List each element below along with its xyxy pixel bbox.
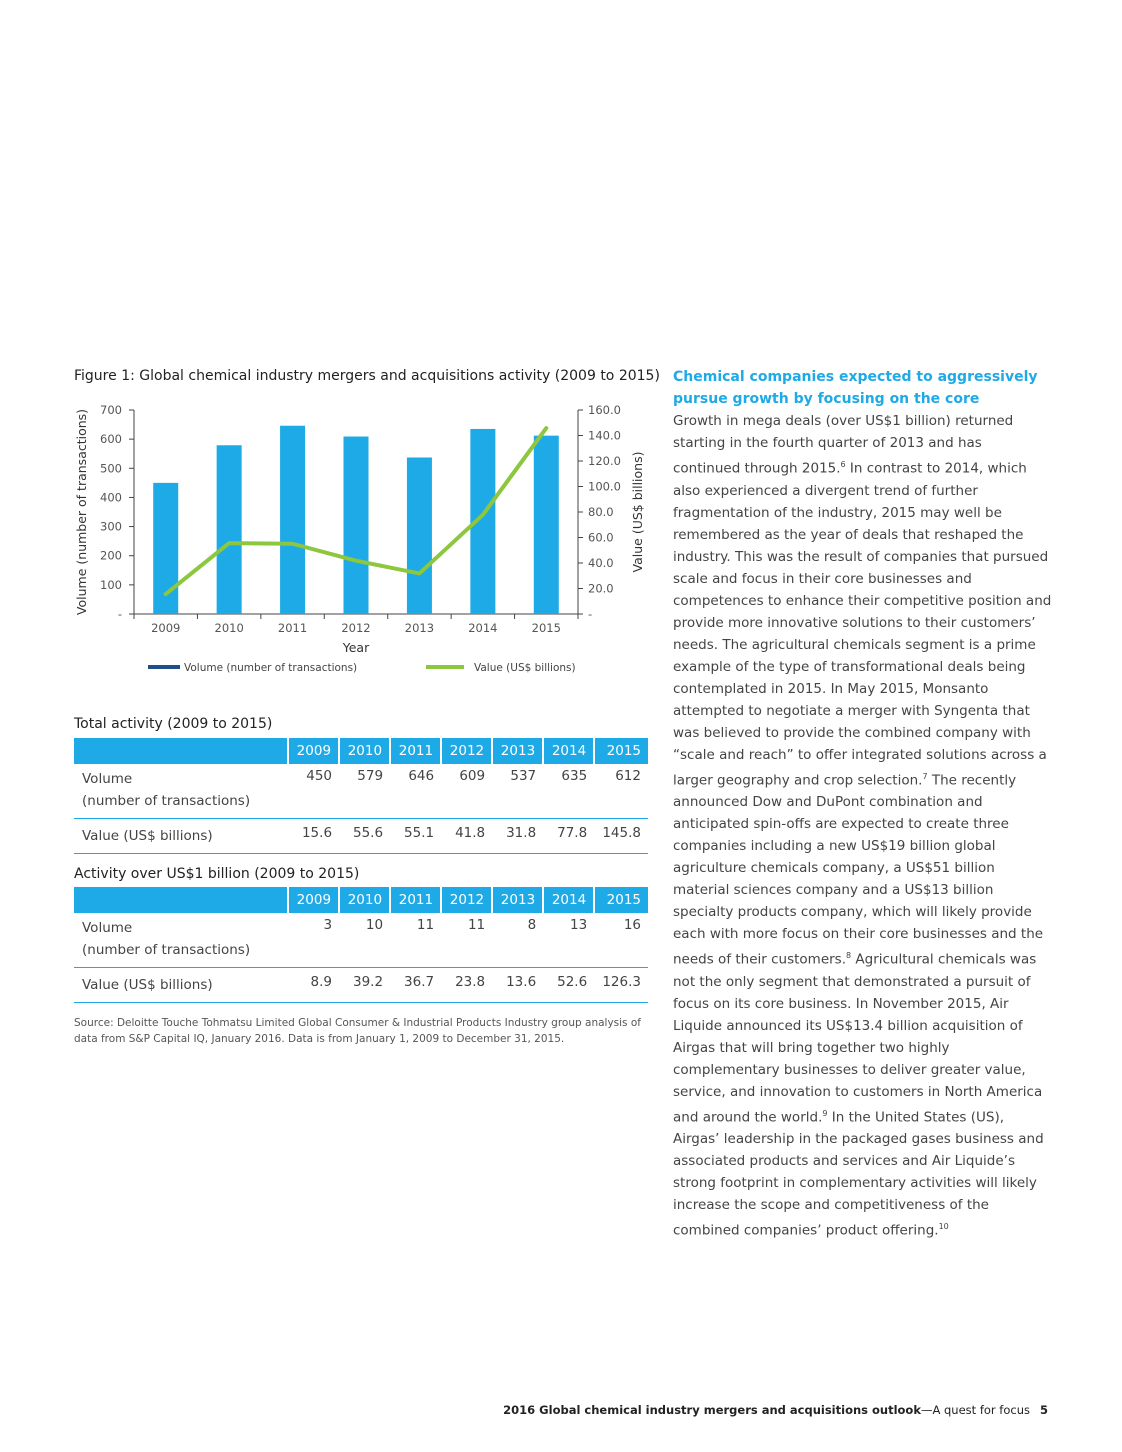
y-tick-label-right: 120.0 <box>588 454 621 468</box>
y-tick-label-left: 600 <box>100 432 122 447</box>
x-tick-label: 2013 <box>404 621 435 635</box>
table1-year-2012: 2012 <box>441 738 492 764</box>
y-tick-label-left: 200 <box>100 548 122 563</box>
table-cell: 537 <box>492 764 543 819</box>
x-tick-label: 2012 <box>341 621 371 635</box>
y-tick-label-right: 40.0 <box>588 556 614 570</box>
article-body <box>673 410 1053 1242</box>
page-number: 5 <box>1039 1403 1048 1417</box>
footnote-ref: 8 <box>846 951 852 960</box>
table-cell: 23.8 <box>441 968 492 1003</box>
x-tick-label: 2015 <box>531 621 561 635</box>
table-cell: 450 <box>288 764 339 819</box>
table-cell: 612 <box>594 764 648 819</box>
body-part: In the United States (US), Airgas’ leadership in the packaged gases business and associated products and services and Air Liquide’s strong footprint in complementary activities will likely increase the scope and competitiveness of the combined companies’ product offering. <box>673 1109 1044 1239</box>
footer-title: 2016 Global chemical industry mergers and acquisitions outlook <box>503 1403 921 1417</box>
y-tick-label-right: 160.0 <box>588 403 621 417</box>
value-point-2011 <box>291 542 294 545</box>
table-cell: 3 <box>288 913 339 968</box>
y-tick-label-left: - <box>117 607 122 621</box>
table1-header-blank <box>74 738 288 764</box>
table-cell: 646 <box>390 764 441 819</box>
value-point-2015 <box>545 427 548 430</box>
y-tick-label-left: 500 <box>100 461 122 476</box>
y-tick-label-right: 80.0 <box>588 505 614 519</box>
table-cell: 55.1 <box>390 819 441 854</box>
x-axis-title: Year <box>342 640 370 655</box>
table-row <box>74 764 648 819</box>
footnote-ref: 7 <box>922 771 928 781</box>
y-tick-label-left: 700 <box>100 403 122 417</box>
table-row <box>74 968 648 1003</box>
volume-bar-2015 <box>534 436 559 614</box>
table-cell: 11 <box>441 913 492 968</box>
table-cell: 41.8 <box>441 819 492 854</box>
value-point-2014 <box>481 513 484 516</box>
row-label-sub: (number of transactions) <box>82 942 251 958</box>
table1-year-2015: 2015 <box>594 738 648 764</box>
table-cell: 13 <box>543 913 594 968</box>
table-cell: 13.6 <box>492 968 543 1003</box>
volume-bar-2012 <box>344 437 369 614</box>
row-label: Value (US$ billions) <box>74 968 288 1003</box>
value-point-2009 <box>164 593 167 596</box>
table-cell: 126.3 <box>594 968 648 1003</box>
volume-bar-2013 <box>407 458 432 614</box>
table-cell: 39.2 <box>339 968 390 1003</box>
x-tick-label: 2011 <box>277 621 308 635</box>
table1-header-row <box>74 738 648 764</box>
table-cell: 15.6 <box>288 819 339 854</box>
volume-bar-2010 <box>217 445 242 614</box>
y-tick-label-right: 60.0 <box>588 530 614 545</box>
table1-year-2010: 2010 <box>339 738 390 764</box>
body-part: The recently announced Dow and DuPont combination and anticipated spin-offs are expected to create three companies including a new US$19 billion global agriculture chemicals company, a US$51 billion material sciences company and a US$13 billion specialty products company, which will likely provide each with more focus on their core businesses and the needs of their customers. <box>673 772 1044 968</box>
value-point-2012 <box>355 559 358 562</box>
table2-year-2011: 2011 <box>390 887 441 913</box>
row-label: Value (US$ billions) <box>74 819 288 854</box>
table-row <box>74 913 648 968</box>
x-tick-label: 2014 <box>468 621 498 635</box>
body-part: In contrast to 2014, which also experienced a divergent trend of further fragmentation of the industry, 2015 may well be remembered as the year of deals that reshaped the industry. This was the result of companies that pursued scale and focus in their core businesses and competences to enhance their competitive position and provide more innovative solutions to their customers’ needs. The agricultural chemicals segment is a prime example of the type of transformational deals being contemplated in 2015. In May 2015, Monsanto attempted to negotiate a merger with Syngenta that was believed to provide the combined company with “scale and reach” to offer integrated solutions across a larger geography and crop selection. <box>673 460 1052 788</box>
table-cell: 36.7 <box>390 968 441 1003</box>
table2-year-2010: 2010 <box>339 887 390 913</box>
table2-year-2009: 2009 <box>288 887 339 913</box>
table-cell: 11 <box>390 913 441 968</box>
body-part: Agricultural chemicals was not the only segment that demonstrated a pursuit of focus on its core business. In November 2015, Air Liquide announced its US$13.4 billion acquisition of Airgas that will bring together two highly complementary businesses to deliver greater value, service, and innovation to customers in North America and around the world. <box>673 951 1043 1125</box>
table-cell: 31.8 <box>492 819 543 854</box>
y-tick-label-right: 140.0 <box>588 428 621 443</box>
article-heading: Chemical companies expected to aggressively pursue growth by focusing on the core <box>673 369 1038 407</box>
table-cell: 10 <box>339 913 390 968</box>
value-point-2010 <box>228 542 231 545</box>
table-row <box>74 819 648 854</box>
table-cell: 52.6 <box>543 968 594 1003</box>
table-cell: 77.8 <box>543 819 594 854</box>
body-part: Growth in mega deals (over US$1 billion) returned starting in the fourth quarter of 2013 and has continued through 2015. <box>673 413 1014 477</box>
row-label-main: Volume <box>82 920 133 936</box>
article-column <box>673 366 1053 1242</box>
y-tick-label-left: 400 <box>100 490 122 505</box>
volume-bar-2011 <box>280 426 305 614</box>
footnote-ref: 9 <box>822 1108 828 1118</box>
table2-year-2013: 2013 <box>492 887 543 913</box>
table1-title: Total activity (2009 to 2015) <box>74 716 273 732</box>
footer-subtitle: —A quest for focus <box>920 1403 1030 1417</box>
x-tick-label: 2010 <box>214 621 244 635</box>
y-tick-label-left: 300 <box>100 519 122 534</box>
table-cell: 609 <box>441 764 492 819</box>
figure-title: Figure 1: Global chemical industry mergers and acquisitions activity (2009 to 2015) <box>74 368 660 384</box>
table1-year-2011: 2011 <box>390 738 441 764</box>
table2-year-2014: 2014 <box>543 887 594 913</box>
table-cell: 16 <box>594 913 648 968</box>
total-activity-table <box>74 738 648 854</box>
y-tick-label-left: 100 <box>100 577 122 592</box>
table-cell: 635 <box>543 764 594 819</box>
footnote-ref: 10 <box>938 1222 949 1231</box>
page-footer <box>503 1403 1048 1417</box>
table1-year-2013: 2013 <box>492 738 543 764</box>
row-label-sub: (number of transactions) <box>82 793 251 809</box>
table-cell: 8 <box>492 913 543 968</box>
table2-header-row <box>74 887 648 913</box>
billion-activity-table <box>74 887 648 1003</box>
table-cell: 55.6 <box>339 819 390 854</box>
source-note: Source: Deloitte Touche Tohmatsu Limited Global Consumer & Industrial Products Industry group analysis of data from S&P Capital IQ, January 2016. Data is from January 1, 2009 to December 31, 2015. <box>74 1017 641 1045</box>
y-tick-label-right: 20.0 <box>588 581 614 596</box>
row-label <box>74 764 288 819</box>
y-tick-label-right: - <box>588 607 593 621</box>
footnote-ref: 6 <box>840 460 846 469</box>
table1-year-2009: 2009 <box>288 738 339 764</box>
table2-year-2015: 2015 <box>594 887 648 913</box>
table-cell: 579 <box>339 764 390 819</box>
y-axis-title-right: Value (US$ billions) <box>630 451 645 573</box>
y-tick-label-right: 100.0 <box>588 479 621 494</box>
legend-label-volume: Volume (number of transactions) <box>184 662 358 674</box>
y-axis-title-left: Volume (number of transactions) <box>74 408 89 616</box>
table-cell: 8.9 <box>288 968 339 1003</box>
x-tick-label: 2009 <box>151 621 181 635</box>
row-label <box>74 913 288 968</box>
table2-header-blank <box>74 887 288 913</box>
ma-activity-chart <box>72 392 652 684</box>
table2-title: Activity over US$1 billion (2009 to 2015) <box>74 866 360 882</box>
table-cell: 145.8 <box>594 819 648 854</box>
table2-year-2012: 2012 <box>441 887 492 913</box>
value-point-2013 <box>418 572 421 575</box>
row-label-main: Volume <box>82 771 133 787</box>
legend-label-value: Value (US$ billions) <box>474 662 576 674</box>
table1-year-2014: 2014 <box>543 738 594 764</box>
